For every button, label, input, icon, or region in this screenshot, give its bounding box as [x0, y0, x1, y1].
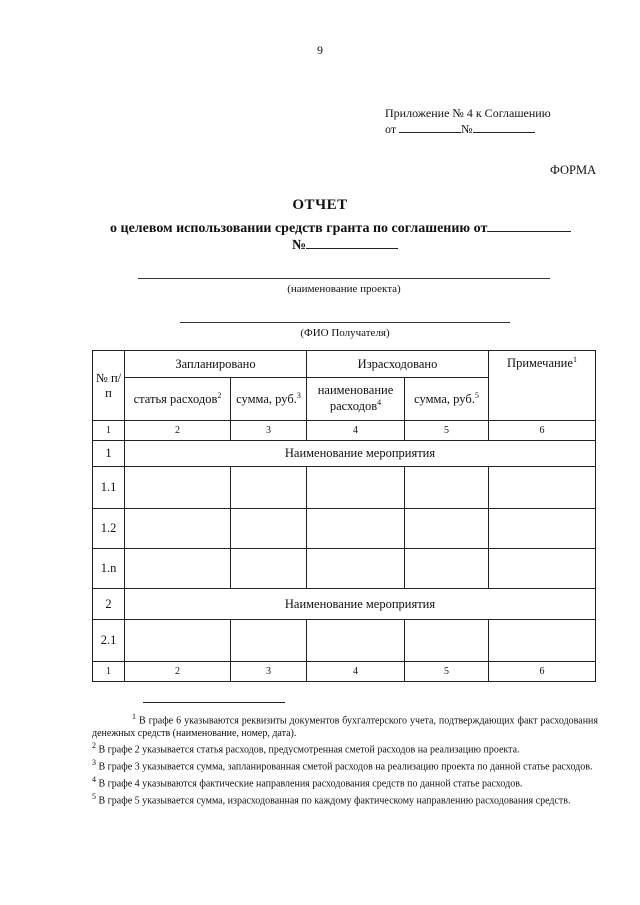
project-name-line	[138, 278, 550, 279]
section-row	[93, 589, 596, 620]
appendix-title: Приложение № 4 к Соглашению	[385, 106, 551, 120]
appendix-no-label: №	[461, 122, 473, 136]
row-number: 1.2	[93, 509, 125, 549]
cell	[231, 620, 307, 662]
cell	[405, 620, 489, 662]
footnotes	[92, 711, 598, 808]
footnote	[92, 711, 598, 740]
col-number: 6	[489, 662, 596, 682]
header-note	[489, 351, 596, 421]
table-header-row	[93, 351, 596, 378]
cell	[125, 549, 231, 589]
footnote-mark: 3	[92, 758, 96, 768]
footnote-text: В графе 4 указываются фактические направления расходования средств по данной статье расходов.	[98, 778, 523, 790]
page-number: 9	[317, 43, 323, 57]
col-number: 6	[489, 421, 596, 441]
col-number: 3	[231, 421, 307, 441]
footnote	[92, 740, 598, 757]
appendix-header	[385, 105, 551, 137]
report-number-label: №	[292, 238, 307, 253]
appendix-date-number	[385, 121, 551, 137]
col-number: 5	[405, 421, 489, 441]
cell	[489, 620, 596, 662]
header-item-sup: 2	[217, 390, 222, 400]
header-sum-planned	[231, 378, 307, 421]
column-number-row	[93, 421, 596, 441]
header-planned: Запланировано	[125, 351, 307, 378]
cell	[307, 467, 405, 509]
header-sum-spent	[405, 378, 489, 421]
footnote-mark: 5	[92, 791, 96, 801]
header-name	[307, 378, 405, 421]
recipient-caption: (ФИО Получателя)	[300, 327, 390, 339]
cell	[307, 549, 405, 589]
footnote-mark: 4	[92, 774, 96, 784]
header-sum-planned-sup: 3	[296, 390, 301, 400]
agreement-number-blank	[306, 235, 398, 249]
header-name-sup: 4	[377, 398, 382, 408]
table-row	[93, 620, 596, 662]
cell	[231, 467, 307, 509]
project-caption: (наименование проекта)	[287, 283, 401, 295]
col-number: 1	[93, 421, 125, 441]
section-row	[93, 441, 596, 467]
header-item-text: статья расходов	[133, 392, 218, 407]
table-row	[93, 467, 596, 509]
row-number: 1.n	[93, 549, 125, 589]
cell	[231, 509, 307, 549]
footnote-mark: 1	[132, 712, 136, 721]
cell	[489, 467, 596, 509]
cell	[125, 620, 231, 662]
table-row	[93, 549, 596, 589]
section-number: 2	[93, 589, 125, 620]
cell	[405, 549, 489, 589]
header-sum-planned-text: сумма, руб.	[236, 392, 297, 407]
section-label: Наименование мероприятия	[125, 441, 596, 467]
footnote-text: В графе 6 указываются реквизиты документов бухгалтерского учета, подтверждающих факт расходования денежных средств (наименование, номер, дата).	[92, 715, 599, 739]
cell	[125, 509, 231, 549]
section-label: Наименование мероприятия	[125, 589, 596, 620]
footnote-separator	[143, 702, 285, 703]
footnote-text: В графе 5 указывается сумма, израсходованная по каждому фактическому направлению расходования средств.	[98, 795, 571, 807]
footer-number-row	[93, 662, 596, 682]
section-number: 1	[93, 441, 125, 467]
footnote	[92, 774, 598, 791]
report-number-line	[292, 235, 398, 254]
cell	[405, 467, 489, 509]
header-num: № п/п	[93, 351, 125, 421]
col-number: 4	[307, 662, 405, 682]
col-number: 5	[405, 662, 489, 682]
report-title: ОТЧЕТ	[292, 197, 348, 213]
col-number: 1	[93, 662, 125, 682]
table-row	[93, 509, 596, 549]
header-note-sup: 1	[572, 355, 577, 364]
header-spent: Израсходовано	[307, 351, 489, 378]
cell	[125, 467, 231, 509]
report-table	[92, 350, 596, 682]
cell	[307, 509, 405, 549]
agreement-date-blank	[487, 218, 571, 232]
col-number: 3	[231, 662, 307, 682]
header-note-text: Примечание	[507, 356, 573, 371]
col-number: 2	[125, 421, 231, 441]
appendix-number-blank	[473, 121, 535, 133]
cell	[307, 620, 405, 662]
appendix-date-blank	[399, 121, 461, 133]
cell	[231, 549, 307, 589]
col-number: 4	[307, 421, 405, 441]
footnote	[92, 791, 598, 808]
recipient-name-line	[180, 322, 510, 323]
footnote	[92, 757, 598, 774]
row-number: 2.1	[93, 620, 125, 662]
col-number: 2	[125, 662, 231, 682]
cell	[489, 549, 596, 589]
cell	[405, 509, 489, 549]
row-number: 1.1	[93, 467, 125, 509]
header-name-text: наименование расходов	[317, 383, 394, 414]
footnote-text: В графе 3 указывается сумма, запланированная сметой расходов на реализацию проекта по данной статье расходов.	[98, 761, 593, 773]
report-subtitle-text: о целевом использовании средств гранта по соглашению от	[110, 221, 488, 236]
cell	[489, 509, 596, 549]
form-label: ФОРМА	[550, 163, 597, 177]
appendix-from-label: от	[385, 122, 397, 136]
footnote-mark: 2	[92, 741, 96, 751]
header-sum-spent-text: сумма, руб.	[414, 392, 475, 407]
footnote-text: В графе 2 указывается статья расходов, предусмотренная сметой расходов на реализацию проекта.	[98, 744, 520, 756]
header-sum-spent-sup: 5	[474, 390, 479, 400]
header-item	[125, 378, 231, 421]
